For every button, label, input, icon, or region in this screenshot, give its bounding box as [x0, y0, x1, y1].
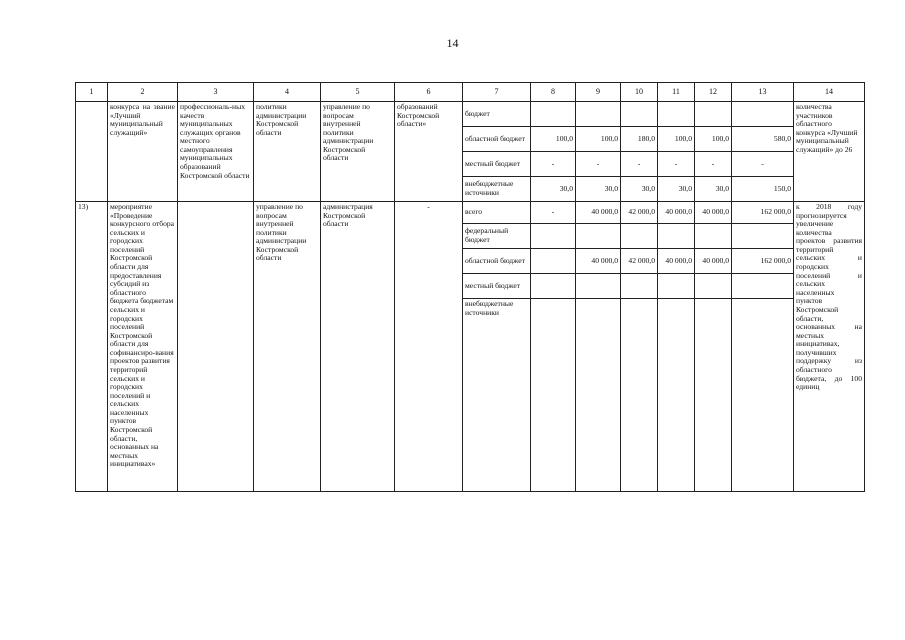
activity-cell: мероприятие «Проведение конкурсного отбора сельских и городских поселений Костромской области для предоставления субсидий из областного бюджета бюджетам сельских и городских поселений Костромской области для софинансиро-вания проектов развития территорий сельских и городских поселений и сельских населенных пунктов Костромской области, основанных на местных инициативах»: [108, 202, 178, 492]
col-header: 2: [108, 83, 178, 102]
value-cell: 40 000,0: [658, 202, 695, 224]
value-cell: 580,0: [732, 127, 794, 152]
value-cell: [621, 224, 658, 249]
value-cell: [531, 299, 576, 492]
value-cell: 100,0: [531, 127, 576, 152]
col-header: 6: [395, 83, 463, 102]
funding-source-cell: бюджет: [463, 102, 531, 127]
value-cell: -: [531, 152, 576, 177]
value-cell: [621, 102, 658, 127]
col-header: 9: [576, 83, 621, 102]
row-number-cell: [76, 102, 108, 202]
value-cell: [732, 299, 794, 492]
recipient-cell: образований Костромской области»: [395, 102, 463, 202]
result-cell: количества участников областного конкурса «Лучший муниципальный служащий» до 26: [794, 102, 865, 202]
value-cell: 100,0: [658, 127, 695, 152]
funding-source-cell: областной бюджет: [463, 249, 531, 274]
value-cell: [732, 224, 794, 249]
col-header: 1: [76, 83, 108, 102]
recipient-cell: -: [395, 202, 463, 492]
value-cell: 30,0: [576, 177, 621, 202]
value-cell: 30,0: [658, 177, 695, 202]
value-cell: [576, 274, 621, 299]
value-cell: [531, 274, 576, 299]
value-cell: [732, 274, 794, 299]
value-cell: 40 000,0: [695, 202, 732, 224]
col-header: 4: [254, 83, 321, 102]
value-cell: [658, 274, 695, 299]
col-header: 11: [658, 83, 695, 102]
page-number: 14: [446, 36, 459, 50]
value-cell: [531, 224, 576, 249]
value-cell: 40 000,0: [658, 249, 695, 274]
value-cell: 180,0: [621, 127, 658, 152]
value-cell: 42 000,0: [621, 249, 658, 274]
table-row: [76, 202, 865, 224]
value-cell: 150,0: [732, 177, 794, 202]
funding-source-cell: внебюджетные источники: [463, 177, 531, 202]
header-row: [76, 83, 865, 102]
funding-source-cell: федеральный бюджет: [463, 224, 531, 249]
responsible-cell: политики администрации Костромской области: [254, 102, 321, 202]
value-cell: 100,0: [695, 127, 732, 152]
value-cell: -: [531, 202, 576, 224]
value-cell: -: [658, 152, 695, 177]
value-cell: [576, 102, 621, 127]
col-header: 10: [621, 83, 658, 102]
activity-cell: конкурса на звание «Лучший муниципальный служащий»: [108, 102, 178, 202]
value-cell: [621, 274, 658, 299]
value-cell: [621, 299, 658, 492]
funding-source-cell: внебюджетные источники: [463, 299, 531, 492]
value-cell: -: [695, 152, 732, 177]
value-cell: 30,0: [621, 177, 658, 202]
funding-source-cell: местный бюджет: [463, 274, 531, 299]
goal-cell: профессиональ-ных качеств муниципальных служащих органов местного самоуправления муниципальных образований Костромской области: [178, 102, 254, 202]
value-cell: [576, 224, 621, 249]
value-cell: 40 000,0: [576, 202, 621, 224]
value-cell: [658, 224, 695, 249]
value-cell: 42 000,0: [621, 202, 658, 224]
executor-cell: управление по вопросам внутренней политики администрации Костромской области: [321, 102, 395, 202]
funding-source-cell: всего: [463, 202, 531, 224]
funding-source-cell: местный бюджет: [463, 152, 531, 177]
table-row: [76, 102, 865, 127]
col-header: 14: [794, 83, 865, 102]
executor-cell: администрация Костромской области: [321, 202, 395, 492]
col-header: 7: [463, 83, 531, 102]
value-cell: [695, 299, 732, 492]
value-cell: 30,0: [531, 177, 576, 202]
value-cell: [695, 224, 732, 249]
value-cell: 40 000,0: [576, 249, 621, 274]
value-cell: [732, 102, 794, 127]
value-cell: 162 000,0: [732, 202, 794, 224]
value-cell: [695, 102, 732, 127]
funding-source-cell: областной бюджет: [463, 127, 531, 152]
value-cell: 40 000,0: [695, 249, 732, 274]
col-header: 3: [178, 83, 254, 102]
row-number-cell: 13): [76, 202, 108, 492]
value-cell: [658, 102, 695, 127]
goal-cell: [178, 202, 254, 492]
col-header: 5: [321, 83, 395, 102]
value-cell: 162 000,0: [732, 249, 794, 274]
value-cell: -: [621, 152, 658, 177]
value-cell: [695, 274, 732, 299]
value-cell: 100,0: [576, 127, 621, 152]
col-header: 12: [695, 83, 732, 102]
value-cell: [658, 299, 695, 492]
value-cell: [576, 299, 621, 492]
value-cell: 30,0: [695, 177, 732, 202]
responsible-cell: управление по вопросам внутренней политики администрации Костромской области: [254, 202, 321, 492]
col-header: 8: [531, 83, 576, 102]
result-cell: к 2018 году прогнозируется увеличение количества проектов развития территорий сельских и городских поселений и сельских населенных пунктов Костромской области, основанных на местных инициативах, получивших поддержку из областного бюджета, до 100 единиц: [794, 202, 865, 492]
value-cell: [531, 249, 576, 274]
col-header: 13: [732, 83, 794, 102]
program-table: [75, 82, 865, 492]
value-cell: -: [576, 152, 621, 177]
value-cell: [531, 102, 576, 127]
value-cell: -: [732, 152, 794, 177]
